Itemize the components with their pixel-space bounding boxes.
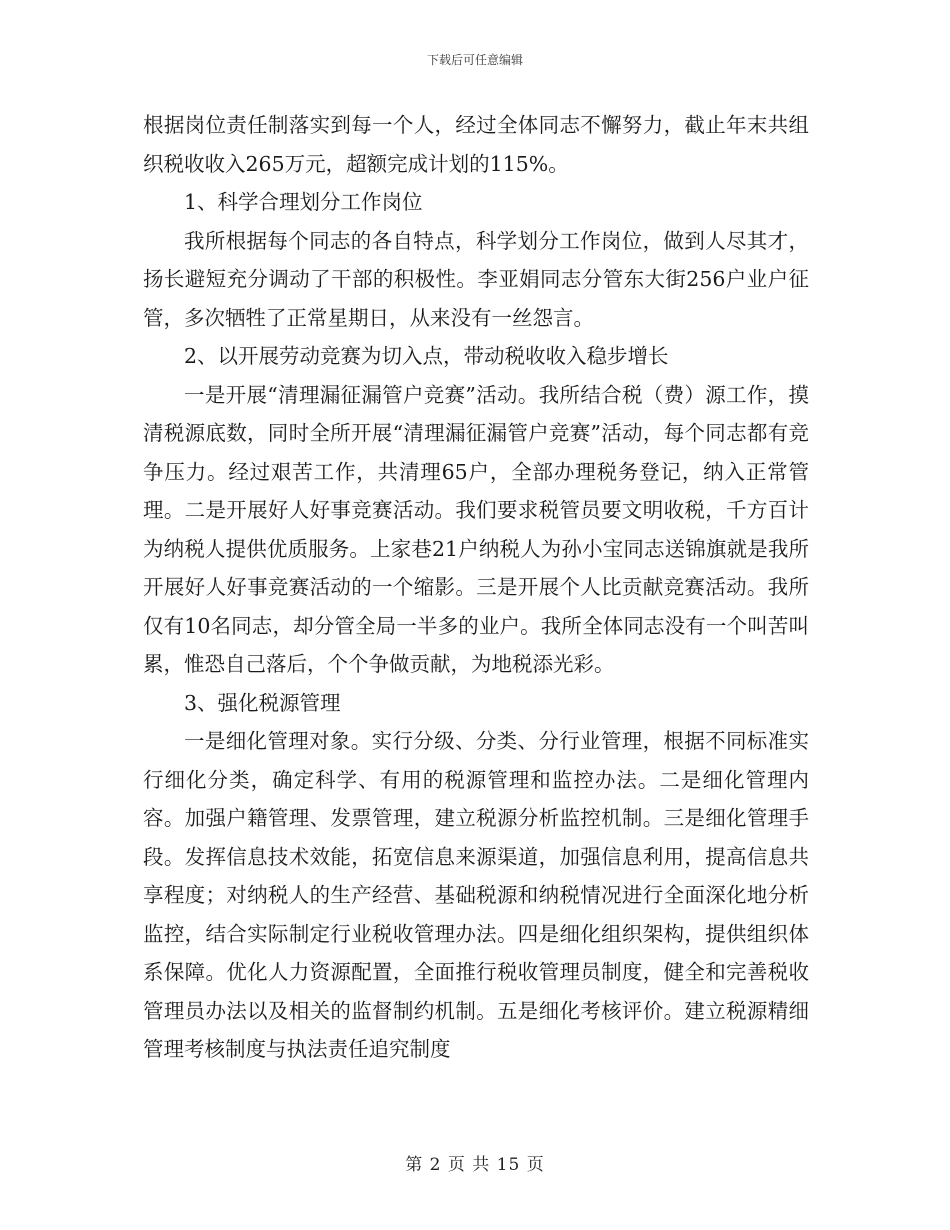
section-heading-1: 1、科学合理划分工作岗位	[184, 190, 423, 214]
footer-middle: 页 共	[447, 1155, 491, 1175]
section-heading-2: 2、以开展劳动竞赛为切入点，带动税收收入稳步增长	[184, 344, 669, 368]
paragraph-2: 我所根据每个同志的各自特点，科学划分工作岗位，做到人尽其才，扬长避短充分调动了干部的积极性。李亚娟同志分管东大街256户业户征管，多次牺牲了正常星期日，从来没有一丝怨言。	[143, 228, 809, 330]
footer-current-page: 2	[429, 1155, 442, 1175]
paragraph-1: 根据岗位责任制落实到每一个人，经过全体同志不懈努力，截止年末共组织税收收入265万元，超额完成计划的115%。	[143, 113, 809, 176]
paragraph-4: 一是细化管理对象。实行分级、分类、分行业管理，根据不同标准实行细化分类，确定科学、有用的税源管理和监控办法。二是细化管理内容。加强户籍管理、发票管理，建立税源分析监控机制。三是细化管理手段。发挥信息技术效能，拓宽信息来源渠道，加强信息利用，提高信息共享程度；对纳税人的生产经营、基础税源和纳税情况进行全面深化地分析监控，结合实际制定行业税收管理办法。四是细化组织架构，提供组织体系保障。优化人力资源配置，全面推行税收管理员制度，健全和完善税收管理员办法以及相关的监督制约机制。五是细化考核评价。建立税源精细管理考核制度与执法责任追究制度	[143, 729, 809, 1061]
paragraph-3: 一是开展“清理漏征漏管户竞赛”活动。我所结合税（费）源工作，摸清税源底数，同时全所开展“清理漏征漏管户竞赛”活动，每个同志都有竞争压力。经过艰苦工作，共清理65户，全部办理税务登记，纳入正常管理。二是开展好人好事竞赛活动。我们要求税管员要文明收税，千方百计为纳税人提供优质服务。上家巷21户纳税人为孙小宝同志送锦旗就是我所开展好人好事竞赛活动的一个缩影。三是开展个人比贡献竞赛活动。我所仅有10名同志，却分管全局一半多的业户。我所全体同志没有一个叫苦叫累，惟恐自己落后，个个争做贡献，为地税添光彩。	[143, 382, 809, 676]
section-heading-3: 3、强化税源管理	[184, 690, 341, 715]
page-header-note: 下载后可任意编辑	[426, 53, 523, 67]
footer-total-pages: 15	[496, 1155, 521, 1175]
document-body	[143, 106, 809, 1069]
page-footer	[0, 1154, 950, 1176]
footer-suffix: 页	[526, 1155, 545, 1175]
footer-prefix: 第	[405, 1155, 424, 1175]
